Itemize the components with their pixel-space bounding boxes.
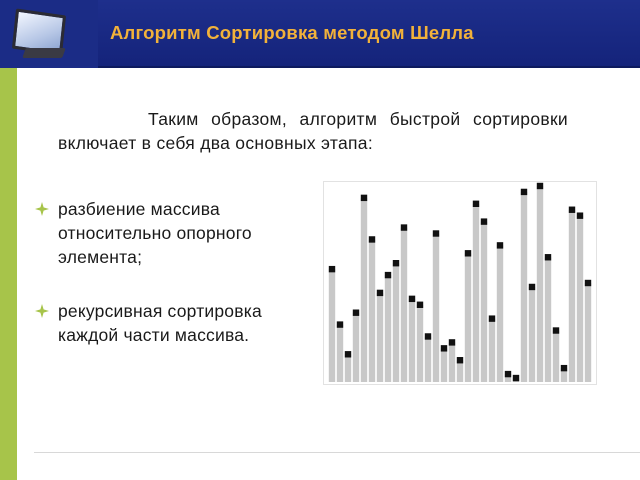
chart-bar-marker: [489, 315, 495, 321]
chart-bar-marker: [401, 224, 407, 230]
intro-paragraph: Таким образом, алгоритм быстрой сортировки включает в себя два основных этапа:: [58, 109, 568, 153]
chart-bar: [489, 319, 495, 382]
chart-bar-marker: [473, 201, 479, 207]
chart-bar: [577, 216, 583, 382]
chart-bar-marker: [369, 236, 375, 242]
chart-bar-marker: [385, 272, 391, 278]
chart-bar: [345, 354, 351, 382]
chart-bar-marker: [441, 345, 447, 351]
chart-bar: [329, 269, 335, 382]
chart-bar-marker: [585, 280, 591, 286]
diamond-bullet-icon: [34, 303, 50, 319]
chart-bar-marker: [425, 333, 431, 339]
chart-bar: [537, 186, 543, 382]
chart-bar-marker: [513, 375, 519, 381]
chart-bar-marker: [353, 310, 359, 316]
chart-bar: [545, 257, 551, 382]
chart-bar: [361, 198, 367, 382]
chart-bar-marker: [417, 302, 423, 308]
chart-bar: [585, 283, 591, 382]
chart-bar: [353, 313, 359, 382]
chart-bar: [529, 287, 535, 382]
monitor-icon: [6, 6, 76, 64]
side-accent-strip: [0, 68, 17, 480]
chart-bar: [417, 305, 423, 382]
diamond-bullet-icon: [34, 201, 50, 217]
chart-bar: [409, 299, 415, 382]
bullet-text: рекурсивная сортировка каждой части массива.: [58, 301, 262, 345]
chart-bar: [521, 192, 527, 382]
chart-bar-marker: [345, 351, 351, 357]
chart-bar: [369, 239, 375, 382]
chart-bar: [449, 342, 455, 382]
header-divider: [98, 66, 640, 68]
chart-bar-marker: [545, 254, 551, 260]
bullet-text: разбиение массива относительно опорного элемента;: [58, 199, 252, 267]
chart-bar-marker: [481, 218, 487, 224]
chart-bar: [497, 245, 503, 382]
chart-bar: [433, 234, 439, 383]
chart-bar-marker: [521, 189, 527, 195]
chart-bar-marker: [449, 339, 455, 345]
chart-bar: [473, 204, 479, 382]
chart-bar-marker: [433, 230, 439, 236]
chart-bar: [457, 360, 463, 382]
chart-bar: [481, 222, 487, 382]
chart-bar: [401, 228, 407, 382]
chart-bar-marker: [569, 207, 575, 213]
chart-bar-marker: [377, 290, 383, 296]
chart-bar-marker: [457, 357, 463, 363]
chart-bar-marker: [361, 195, 367, 201]
chart-bar-marker: [497, 242, 503, 248]
chart-bar-marker: [409, 296, 415, 302]
chart-bar: [393, 263, 399, 382]
chart-bar: [377, 293, 383, 382]
chart-bar: [385, 275, 391, 382]
slide-title: Алгоритм Сортировка методом Шелла: [110, 22, 474, 43]
chart-bar: [569, 210, 575, 382]
chart-bar-marker: [553, 327, 559, 333]
chart-bar: [441, 348, 447, 382]
chart-bar: [337, 325, 343, 382]
chart-bar-marker: [465, 250, 471, 256]
chart-bar-marker: [537, 183, 543, 189]
chart-bar-marker: [337, 321, 343, 327]
chart-bar-marker: [505, 371, 511, 377]
chart-bar: [425, 336, 431, 382]
chart-bar-marker: [329, 266, 335, 272]
chart-bar-marker: [393, 260, 399, 266]
footer-divider: [34, 452, 640, 453]
sorting-bar-chart: [323, 181, 597, 385]
chart-bar-marker: [577, 212, 583, 218]
header-logo-area: [0, 0, 98, 68]
chart-bar: [553, 331, 559, 382]
chart-bar-marker: [561, 365, 567, 371]
chart-bar-marker: [529, 284, 535, 290]
bar-chart-svg: [324, 182, 596, 384]
chart-bar: [465, 253, 471, 382]
